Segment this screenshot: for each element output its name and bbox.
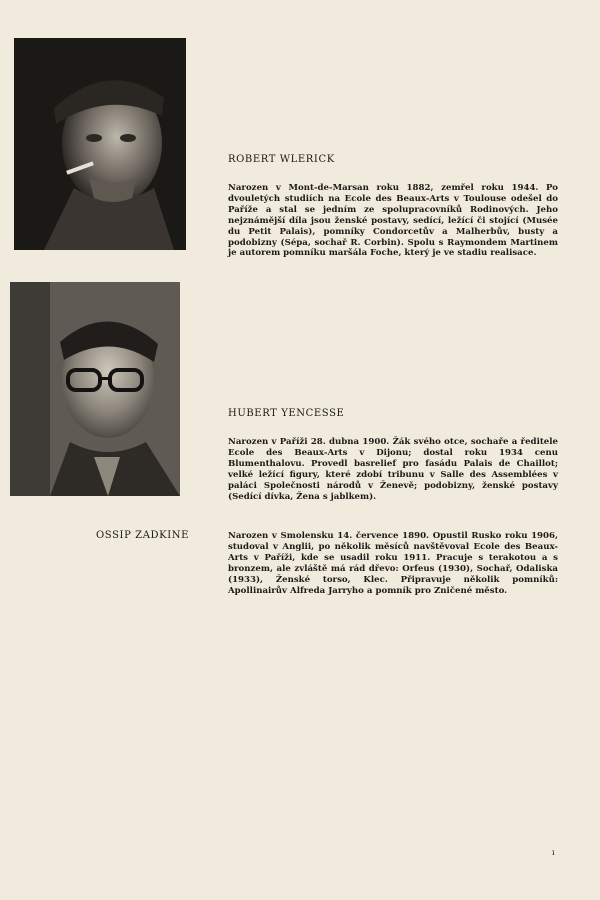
artist-name-robert-wlerick: ROBERT WLERICK: [228, 154, 335, 165]
artist-name-ossip-zadkine: OSSIP ZADKINE: [96, 530, 190, 541]
artist-bio-robert-wlerick: Narozen v Mont-de-Marsan roku 1882, zemřel roku 1944. Po dvouletých studiích na Ecole des Beaux-Arts v Toulouse odešel do Paříže a stal se jedním ze spolupracovníků Rodinových. Jeho nejznámější díla jsou ženské postavy, sedící, ležící či stojící (Musée du Petit Palais), pomníky Condorcetův a Malherbův, busty a podobizny (Sépa, sochař R. Corbin). Spolu s Raymondem Martinem je autorem pomníku maršála Foche, který je ve stadiu realisace.: [228, 183, 558, 259]
portrait-photo-hubert-yencesse: [10, 282, 180, 496]
page-mark: ı: [552, 848, 555, 857]
artist-bio-hubert-yencesse: Narozen v Paříži 28. dubna 1900. Žák svého otce, sochaře a ředitele Ecole des Beaux-Arts v Dijonu; dostal roku 1934 cenu Blumenthalovu. Provedl basrelief pro fasádu Palais de Chaillot; velké ležící figury, které zdobí tribunu v Salle des Assemblées v paláci Společnosti národů v Ženevě; podobizny, ženské postavy (Sedící dívka, Žena s jablkem).: [228, 437, 558, 502]
portrait-photo-robert-wlerick: [14, 38, 186, 250]
artist-bio-ossip-zadkine: Narozen v Smolensku 14. července 1890. Opustil Rusko roku 1906, studoval v Anglii, po několik měsíců navštěvoval Ecole des Beaux-Arts v Paříži, kde se usadil roku 1911. Pracuje s terakotou a s bronzem, ale zvláště má rád dřevo: Orfeus (1930), Sochař, Odaliska (1933), Ženské torso, Klec. Připravuje několik pomníků: Apollinairův Alfreda Jarryho a pomník pro Zničené město.: [228, 531, 558, 596]
artist-name-hubert-yencesse: HUBERT YENCESSE: [228, 408, 345, 419]
